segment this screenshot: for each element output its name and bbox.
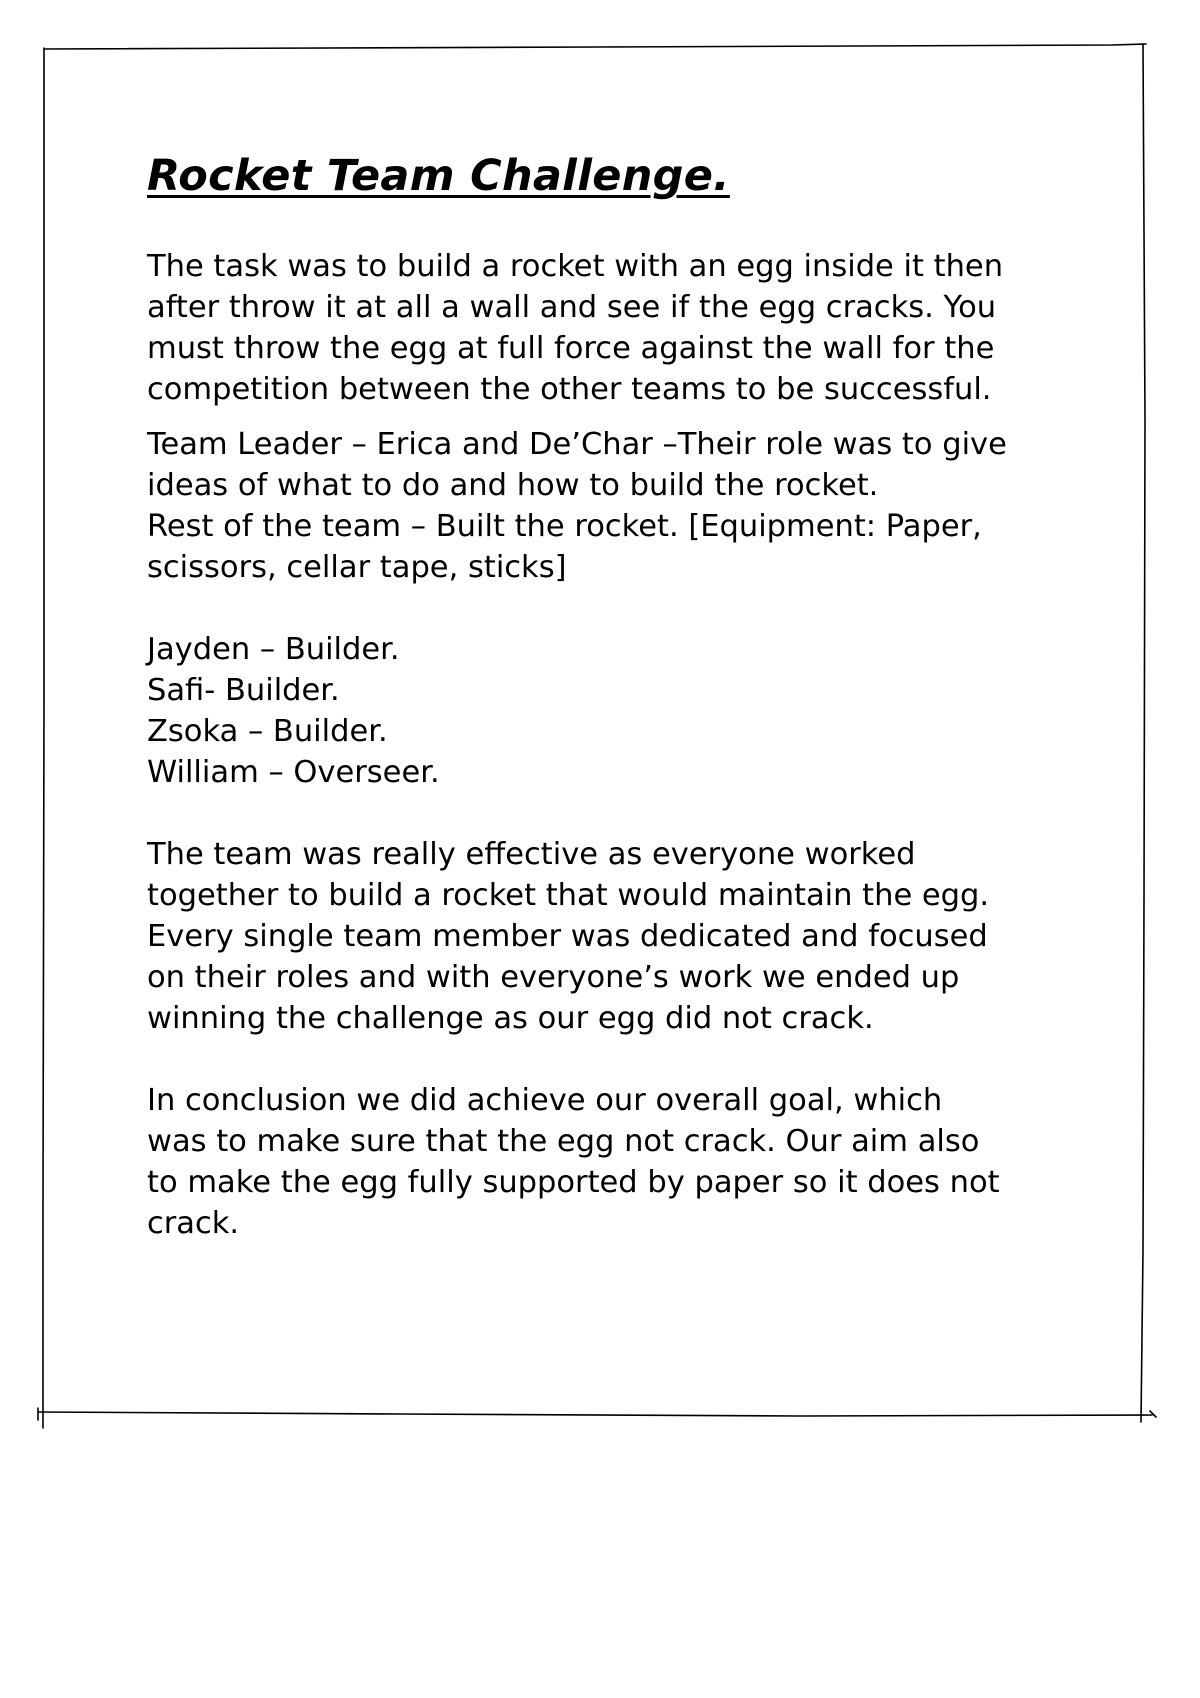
effectiveness-paragraph: The team was really effective as everyone worked together to build a rocket that would maintain the egg. Every single team member was dedicated and focused on their roles and with everyone’s work we ended up winning the challenge as our egg did not crack. — [147, 837, 990, 1036]
border-bottom-line — [38, 1412, 1152, 1416]
corner-mark-bottom-right — [1150, 1411, 1156, 1417]
team-leader-paragraph: Team Leader – Erica and De’Char –Their role was to give ideas of what to do and how to build the rocket. — [147, 427, 1007, 503]
border-right-line — [1141, 44, 1145, 1422]
border-top-line — [44, 44, 1146, 49]
document-title: Rocket Team Challenge. — [147, 151, 730, 201]
border-left-line — [43, 48, 44, 1428]
document-body — [147, 148, 1097, 1244]
team-members-list: Jayden – Builder. Safi- Builder. Zsoka – Builder. William – Overseer. — [147, 632, 440, 790]
task-paragraph: The task was to build a rocket with an egg inside it then after throw it at all a wall and see if the egg cracks. You must throw the egg at full force against the wall for the competition between the other teams to be successful. — [147, 249, 1004, 407]
rest-of-team-paragraph: Rest of the team – Built the rocket. [Equipment: Paper, scissors, cellar tape, sticks] — [147, 509, 982, 585]
conclusion-paragraph: In conclusion we did achieve our overall goal, which was to make sure that the egg not crack. Our aim also to make the egg fully supported by paper so it does not crack. — [147, 1083, 1000, 1241]
